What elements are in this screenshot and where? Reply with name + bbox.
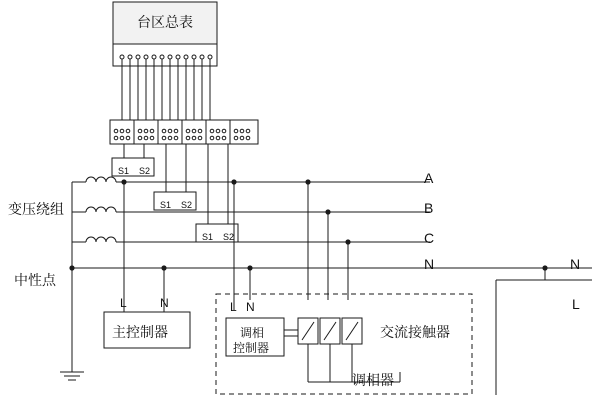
ct-c-s1-label: S1 [202, 232, 214, 242]
phase-controller-l-terminal: L [230, 300, 237, 314]
ct-a-s2-label: S2 [139, 166, 151, 176]
phase-c-label: C [424, 230, 435, 246]
phase-n-right-label: N [570, 256, 581, 272]
meter-leads [122, 59, 210, 120]
phase-a-label: A [424, 170, 434, 186]
transformer-winding-label: 变压绕组 [8, 201, 64, 217]
ac-contactor-label: 交流接触器 [380, 324, 450, 340]
ct-c-s2-label: S2 [223, 232, 235, 242]
phase-l-right-label: L [572, 296, 580, 312]
phase-controller-n-terminal: N [246, 300, 255, 314]
phase-controller-label-line1: 调相 [240, 326, 265, 340]
meter-box-title: 台区总表 [137, 14, 193, 30]
phase-regulator-label: 调相器 [352, 372, 394, 388]
winding-b [72, 207, 430, 212]
main-controller-label: 主控制器 [112, 324, 168, 340]
main-controller-n-terminal: N [160, 296, 169, 310]
terminal-block [110, 120, 258, 144]
neutral-point-label: 中性点 [14, 272, 56, 288]
ct-b-s2-label: S2 [181, 200, 193, 210]
ct-b-s1-label: S1 [160, 200, 172, 210]
main-controller-l-terminal: L [120, 296, 127, 310]
phase-b-label: B [424, 200, 434, 216]
phase-n-label: N [424, 256, 435, 272]
junction-dots [69, 179, 547, 270]
winding-c [72, 237, 430, 242]
ct-a-s1-label: S1 [118, 166, 130, 176]
phase-controller-label-line2: 控制器 [233, 341, 270, 355]
